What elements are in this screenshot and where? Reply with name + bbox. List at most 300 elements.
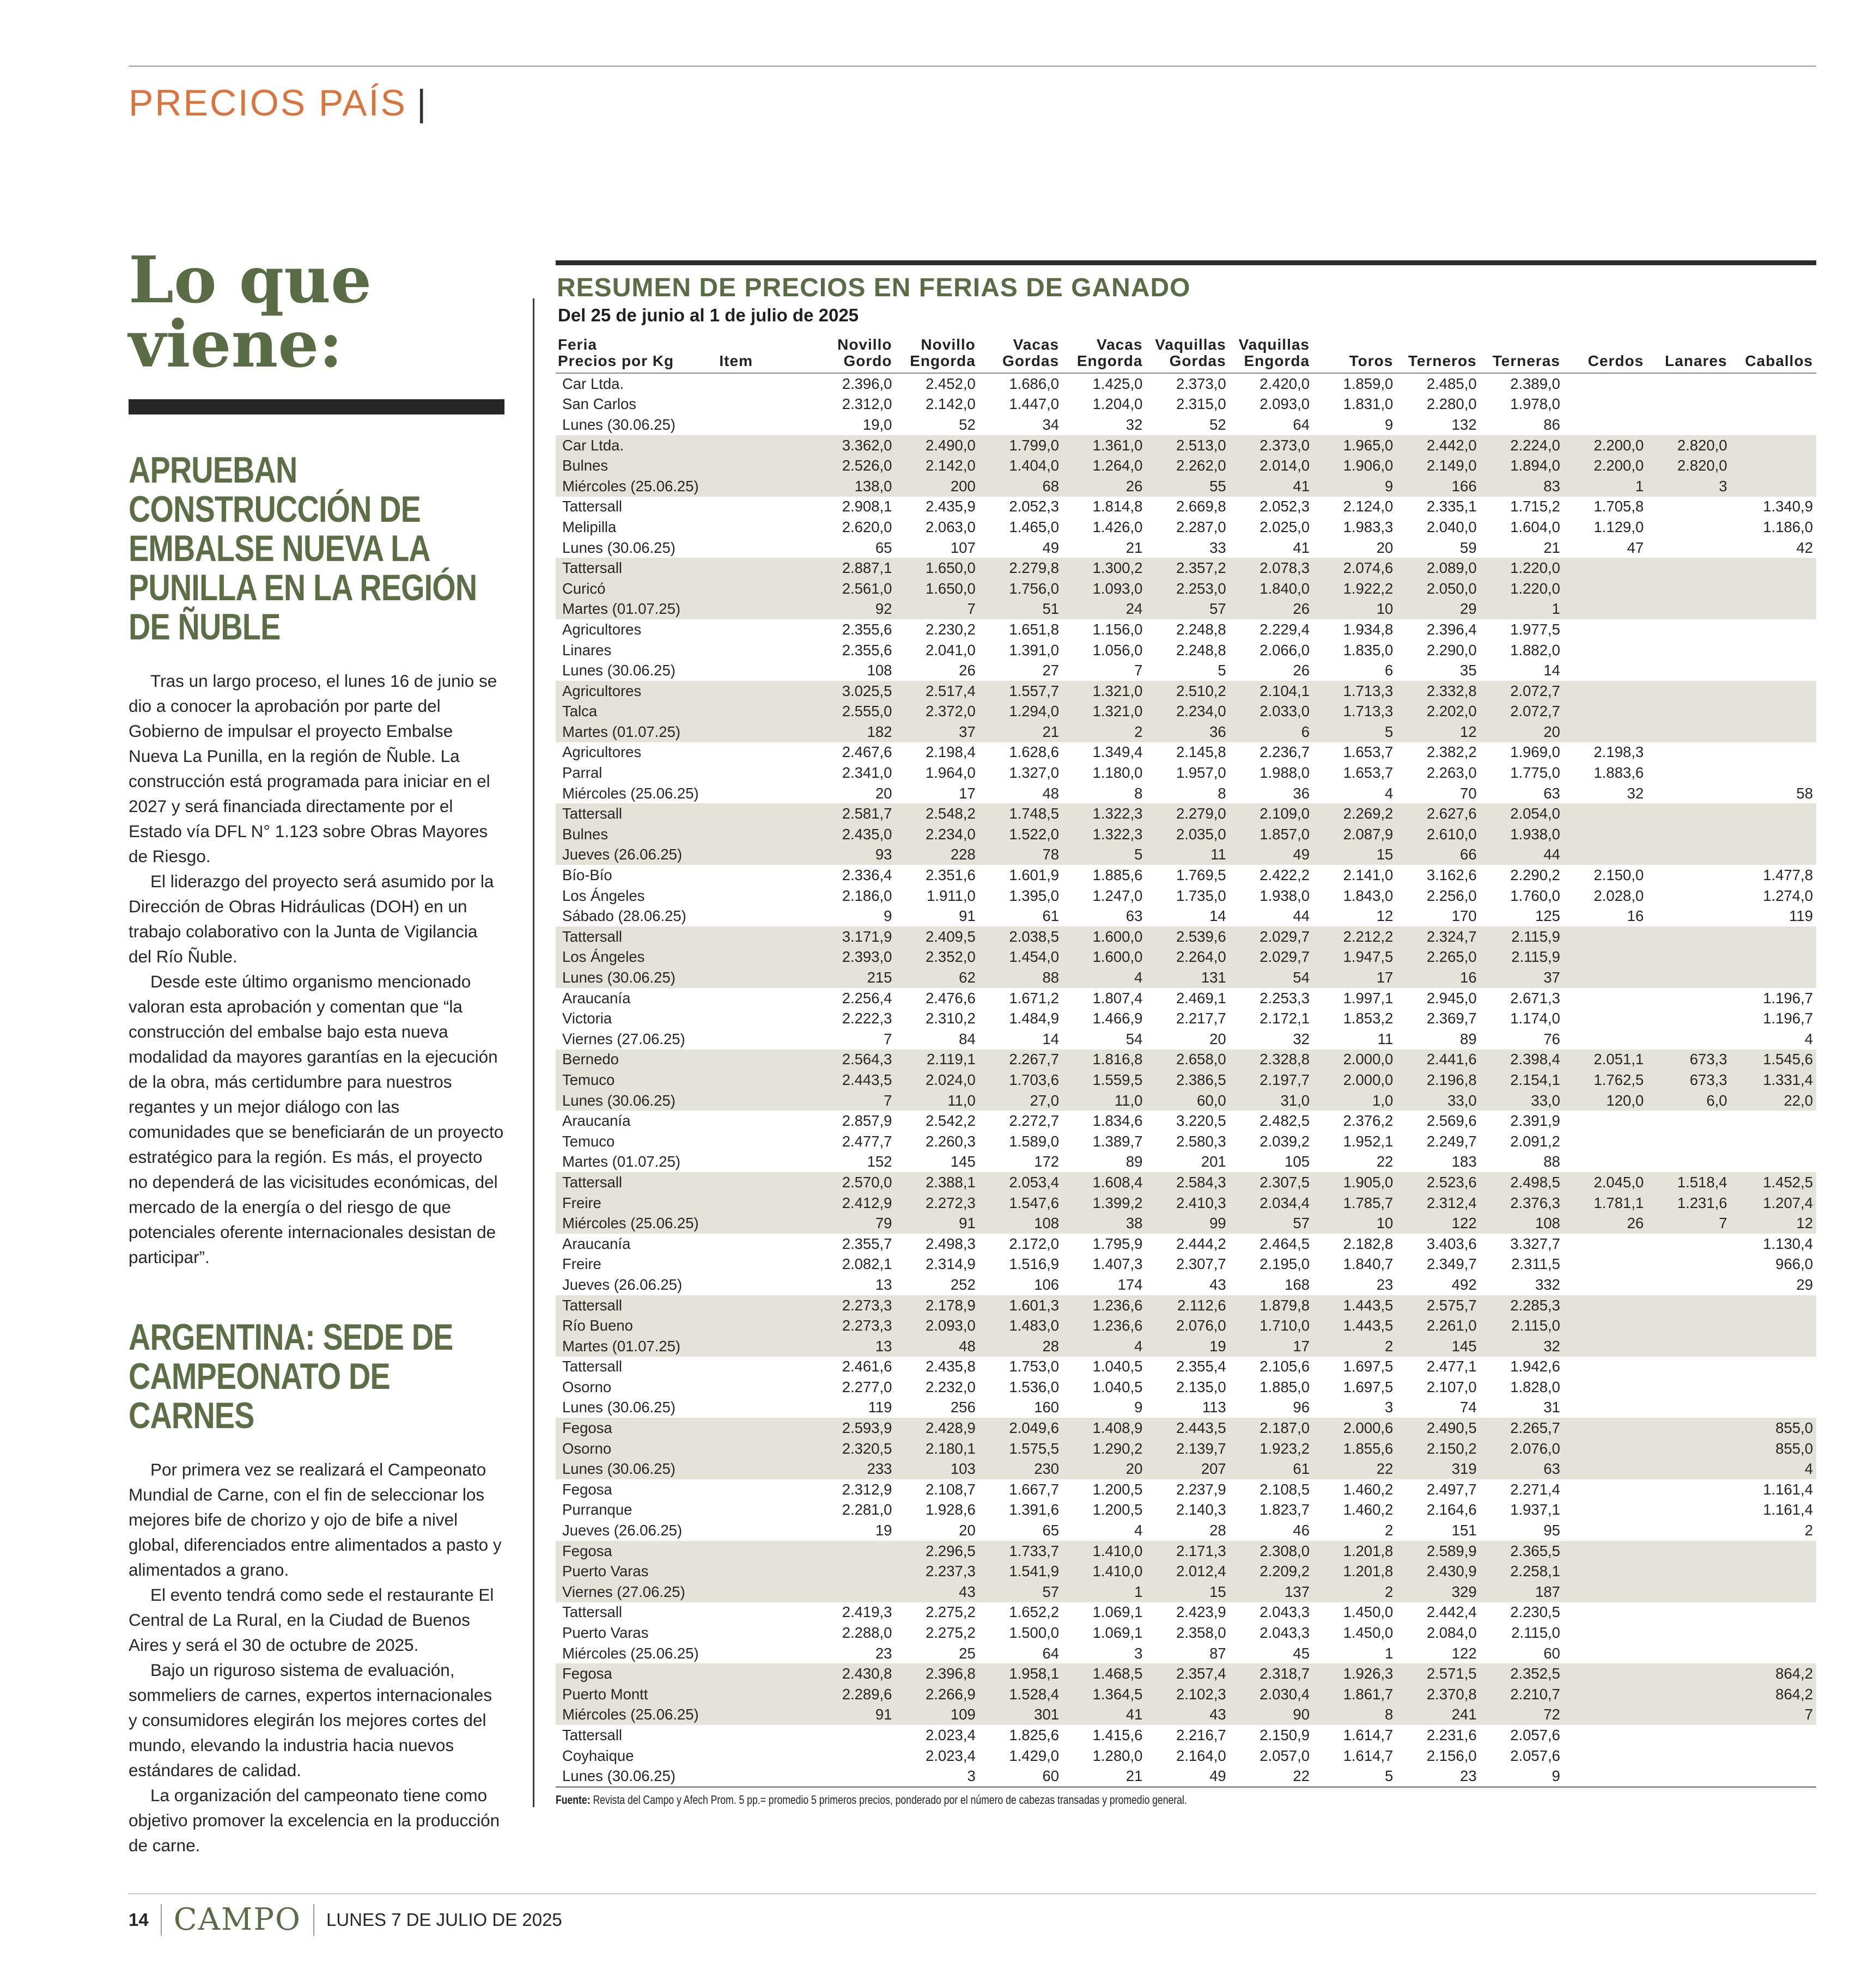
price-cell: 41 — [1230, 476, 1313, 497]
price-cell: 66 — [1396, 845, 1480, 865]
section-header — [129, 82, 428, 124]
price-cell: 5 — [1062, 845, 1146, 865]
price-cell: 41 — [1293, 539, 1310, 556]
price-cell: 2.265,0 — [1396, 947, 1480, 968]
price-cell: 2.412,9 — [812, 1193, 895, 1213]
price-cell: 1,0 — [1313, 1090, 1396, 1111]
price-cell: 2.435,0 — [812, 824, 895, 845]
price-cell: 1.882,0 — [1510, 641, 1560, 658]
price-cell — [1563, 1274, 1647, 1295]
price-cell: 65 — [1042, 1522, 1060, 1539]
price-cell: 1.926,3 — [1313, 1663, 1396, 1684]
price-cell: 2.082,1 — [842, 1255, 892, 1273]
price-cell: 96 — [1293, 1399, 1310, 1416]
price-cell: 1.840,0 — [1230, 578, 1313, 599]
price-cell: 2.386,5 — [1146, 1070, 1229, 1090]
table-row — [556, 497, 1816, 517]
price-cell: 13 — [875, 1276, 892, 1293]
table-row — [556, 783, 1816, 804]
price-cell: 2.389,0 — [1510, 375, 1560, 392]
price-cell: 1.186,0 — [1763, 518, 1813, 535]
price-cell: 2.140,3 — [1176, 1501, 1226, 1519]
price-cell: 1.518,4 — [1647, 1172, 1730, 1193]
price-cell — [1563, 1029, 1647, 1050]
table-title: RESUMEN DE PRECIOS EN FERIAS DE GANADO — [557, 273, 1191, 302]
price-cell: 16 — [1396, 967, 1480, 988]
article-headline-argentina: ARGENTINA: SEDE DE CAMPEONATO DE CARNES — [129, 1316, 453, 1436]
price-cell: 16 — [1627, 907, 1644, 925]
column-header — [1313, 336, 1396, 373]
price-cell: 2.178,9 — [895, 1295, 978, 1316]
price-cell: 1.781,1 — [1563, 1193, 1647, 1213]
left-column — [129, 242, 504, 1858]
price-cell: 2.028,0 — [1593, 887, 1644, 904]
price-cell: 13 — [812, 1336, 895, 1357]
price-cell — [1563, 722, 1647, 742]
price-cell: 2.091,2 — [1510, 1132, 1560, 1150]
feria-cell: Miércoles (25.06.25) — [556, 476, 812, 497]
price-cell: 122 — [1396, 1213, 1480, 1234]
price-cell: 2.172,1 — [1259, 1010, 1310, 1027]
price-cell: 1.650,0 — [895, 558, 978, 578]
price-cell — [1563, 1623, 1647, 1643]
table-row — [556, 1295, 1816, 1316]
price-cell: 2.373,0 — [1176, 375, 1226, 392]
feria-cell: Car Ltda. — [556, 435, 812, 456]
price-cell: 1.460,2 — [1343, 1480, 1394, 1498]
price-cell: 1.983,3 — [1343, 518, 1394, 535]
price-cell: 1.828,0 — [1510, 1378, 1560, 1395]
feria-cell: San Carlos — [562, 395, 637, 413]
price-cell: 76 — [1543, 1030, 1560, 1047]
price-cell: 2.423,9 — [1176, 1603, 1226, 1621]
price-cell — [1731, 1398, 1816, 1418]
feria-cell: Martes (01.07.25) — [556, 599, 812, 620]
price-cell — [1647, 926, 1730, 947]
price-cell: 1.614,7 — [1343, 1726, 1394, 1743]
price-cell: 2.139,7 — [1146, 1438, 1229, 1459]
price-cell: 1.589,0 — [1009, 1132, 1060, 1150]
price-cell: 103 — [895, 1459, 978, 1479]
price-cell: 2.052,3 — [1259, 498, 1310, 515]
price-cell: 3 — [967, 1767, 976, 1785]
price-cell — [1647, 1398, 1730, 1418]
price-cell: 2 — [1313, 1582, 1396, 1602]
article-body-argentina — [129, 1457, 504, 1858]
table-row — [556, 455, 1816, 476]
price-cell: 2.024,0 — [895, 1070, 978, 1090]
feria-cell: Lunes (30.06.25) — [562, 662, 676, 679]
price-cell: 1 — [1385, 1644, 1394, 1662]
price-cell: 3.162,6 — [1426, 867, 1477, 884]
price-cell: 1.653,7 — [1343, 764, 1394, 782]
column-header-line2: Lanares — [1665, 352, 1727, 369]
price-cell: 2.355,4 — [1176, 1358, 1226, 1375]
price-cell: 2.410,3 — [1146, 1193, 1229, 1213]
price-cell: 19,0 — [862, 416, 892, 433]
price-cell: 25 — [959, 1644, 976, 1662]
table-row — [556, 1663, 1816, 1684]
price-cell — [1731, 1315, 1816, 1336]
price-cell: 2.197,7 — [1230, 1070, 1313, 1090]
price-cell: 122 — [1451, 1644, 1477, 1662]
price-cell — [1563, 824, 1647, 845]
price-cell: 230 — [979, 1459, 1062, 1479]
price-cell: 2.310,2 — [926, 1010, 976, 1027]
feria-cell: Miércoles (25.06.25) — [562, 1644, 699, 1662]
price-cell: 2.570,0 — [812, 1172, 895, 1193]
table-row — [556, 1029, 1816, 1050]
price-cell: 2.318,7 — [1230, 1663, 1313, 1684]
page-footer — [129, 1902, 562, 1937]
column-header — [1731, 336, 1816, 373]
price-cell — [1647, 906, 1730, 926]
price-cell: 3.327,7 — [1510, 1235, 1560, 1252]
price-cell: 1.500,0 — [1009, 1624, 1060, 1642]
column-header-line2: Precios por Kg — [558, 352, 674, 369]
price-cell — [1731, 1602, 1816, 1623]
price-cell: 2.671,3 — [1510, 989, 1560, 1007]
price-cell: 256 — [950, 1399, 976, 1416]
price-cell: 2.230,2 — [926, 620, 976, 638]
price-cell: 145 — [950, 1153, 976, 1170]
price-cell: 2.033,0 — [1230, 702, 1313, 722]
price-cell: 2.490,0 — [895, 435, 978, 456]
feria-cell: Temuco — [562, 1132, 615, 1150]
price-cell: 2.290,2 — [1510, 867, 1560, 884]
price-cell — [1731, 414, 1816, 435]
price-cell: 91 — [959, 907, 976, 925]
table-row — [556, 803, 1816, 824]
price-cell: 1.466,9 — [1092, 1010, 1143, 1027]
price-cell: 1.361,0 — [1062, 435, 1146, 456]
price-cell: 2.477,7 — [842, 1132, 892, 1150]
price-cell — [1731, 1643, 1816, 1664]
table-row — [556, 1418, 1816, 1438]
price-cell: 1.911,0 — [927, 887, 976, 904]
price-cell — [1647, 1582, 1730, 1602]
price-cell: 1.748,5 — [979, 803, 1062, 824]
price-cell: 2.355,6 — [842, 641, 892, 658]
price-cell: 26 — [1293, 662, 1310, 679]
column-header-line1 — [1649, 337, 1727, 353]
price-cell: 1.093,0 — [1062, 578, 1146, 599]
feria-cell: Lunes (30.06.25) — [562, 1767, 676, 1785]
price-cell: 14 — [1042, 1030, 1060, 1047]
price-cell: 21 — [1125, 539, 1143, 556]
price-cell: 2.580,3 — [1176, 1132, 1226, 1150]
price-cell: 2.315,0 — [1176, 395, 1226, 413]
price-cell — [1647, 558, 1730, 578]
column-header-line1 — [1482, 337, 1560, 353]
price-cell: 52 — [1209, 416, 1226, 433]
price-cell: 49 — [1209, 1767, 1226, 1785]
price-cell: 22 — [1293, 1767, 1310, 1785]
column-header-line2: Caballos — [1745, 352, 1813, 369]
price-cell: 170 — [1451, 907, 1477, 925]
price-cell: 7 — [1731, 1705, 1816, 1725]
price-cell: 119 — [868, 1399, 892, 1416]
price-cell: 172 — [1034, 1153, 1060, 1170]
footer-separator — [313, 1904, 314, 1936]
price-cell: 2.063,0 — [926, 518, 976, 535]
price-cell: 83 — [1480, 476, 1563, 497]
price-cell: 2.149,0 — [1396, 455, 1480, 476]
table-row — [556, 845, 1816, 865]
price-cell: 2.376,3 — [1480, 1193, 1563, 1213]
price-cell — [1647, 1274, 1730, 1295]
price-cell: 107 — [950, 539, 976, 556]
price-cell: 28 — [979, 1336, 1062, 1357]
price-cell — [1731, 1295, 1816, 1316]
price-cell: 28 — [1209, 1522, 1226, 1539]
price-cell: 7 — [812, 1090, 895, 1111]
price-cell: 2.396,0 — [842, 375, 892, 392]
price-cell — [1647, 702, 1730, 722]
price-cell: 168 — [1285, 1276, 1310, 1293]
price-cell: 2.050,0 — [1396, 578, 1480, 599]
price-cell: 2.107,0 — [1426, 1378, 1477, 1395]
price-cell: 2.262,0 — [1146, 455, 1229, 476]
price-cell: 1.686,0 — [1009, 375, 1060, 392]
article-paragraph: Tras un largo proceso, el lunes 16 de junio se dio a conocer la aprobación por parte del Gobierno de impulsar el proyecto Embalse Nueva La Punilla, en la región de Ñuble. La construcción está programada para iniciar en el 2027 y será financiada directamente por el Estado vía DFL N° 1.123 sobre Obras Mayores de Riesgo. — [129, 671, 497, 866]
price-cell: 1.410,0 — [1062, 1561, 1146, 1582]
price-cell: 44 — [1293, 907, 1310, 925]
price-cell: 4 — [1062, 1336, 1146, 1357]
price-cell: 132 — [1451, 416, 1477, 433]
price-cell — [812, 1582, 895, 1602]
price-cell — [1563, 681, 1647, 702]
price-cell: 2.054,0 — [1480, 803, 1563, 824]
price-cell — [1647, 1254, 1730, 1275]
price-cell: 93 — [812, 845, 895, 865]
table-row — [556, 1438, 1816, 1459]
price-cell: 2.279,0 — [1146, 803, 1229, 824]
price-cell: 2.435,8 — [926, 1358, 976, 1375]
price-cell: 2.093,0 — [1259, 395, 1310, 413]
price-cell — [1647, 1623, 1730, 1643]
price-cell: 2.420,0 — [1259, 375, 1310, 392]
feria-cell: Araucanía — [562, 989, 631, 1007]
price-cell: 119 — [1789, 907, 1813, 925]
feria-cell: Lunes (30.06.25) — [556, 1090, 812, 1111]
price-cell — [1647, 517, 1730, 538]
price-cell: 1.703,6 — [979, 1070, 1062, 1090]
price-cell — [1563, 599, 1647, 620]
price-cell — [1731, 763, 1816, 783]
price-cell: 6 — [1230, 722, 1313, 742]
price-cell: 36 — [1146, 722, 1229, 742]
feria-cell: Tattersall — [562, 1358, 623, 1375]
feria-cell: Araucanía — [562, 1235, 631, 1252]
price-cell: 1.536,0 — [1009, 1378, 1060, 1395]
table-row — [556, 1684, 1816, 1705]
price-cell: 63 — [1125, 907, 1143, 925]
price-cell: 2.029,7 — [1230, 947, 1313, 968]
price-cell — [1731, 722, 1816, 742]
feria-cell: Fegosa — [556, 1541, 812, 1562]
price-cell: 2.357,2 — [1146, 558, 1229, 578]
price-cell: 2.312,9 — [842, 1480, 892, 1498]
price-cell: 49 — [1230, 845, 1313, 865]
price-cell — [812, 1725, 895, 1746]
price-cell: 1.454,0 — [979, 947, 1062, 968]
price-cell: 27 — [1042, 662, 1060, 679]
price-cell: 1.697,5 — [1343, 1378, 1394, 1395]
price-cell: 32 — [1125, 416, 1143, 433]
feria-cell: Lunes (30.06.25) — [556, 1459, 812, 1479]
price-cell: 1.667,7 — [1009, 1480, 1060, 1498]
price-cell: 22 — [1313, 1459, 1396, 1479]
price-cell: 2.548,2 — [895, 803, 978, 824]
table-row — [556, 558, 1816, 578]
price-cell: 1.174,0 — [1510, 1010, 1560, 1027]
price-cell: 2.212,2 — [1313, 926, 1396, 947]
price-cell: 9 — [1134, 1399, 1143, 1416]
price-cell: 1.834,6 — [1092, 1112, 1143, 1130]
price-cell: 2.023,4 — [926, 1747, 976, 1764]
price-cell: 2.396,8 — [895, 1663, 978, 1684]
price-cell — [1647, 1725, 1730, 1746]
price-cell: 1.040,5 — [1092, 1378, 1143, 1395]
price-cell: 1.715,2 — [1510, 498, 1560, 515]
price-cell: 33,0 — [1480, 1090, 1563, 1111]
publication-brand: CAMPO — [173, 1902, 301, 1937]
feria-cell: Viernes (27.06.25) — [556, 1582, 812, 1602]
price-cell — [1647, 1315, 1730, 1336]
price-cell — [1563, 1295, 1647, 1316]
price-cell: 2.277,0 — [842, 1378, 892, 1395]
price-cell — [1647, 578, 1730, 599]
price-cell: 1.516,9 — [1009, 1255, 1060, 1273]
price-cell: 1.938,0 — [1259, 887, 1310, 904]
price-cell: 63 — [1480, 1459, 1563, 1479]
price-cell — [1731, 1152, 1816, 1173]
price-cell: 2.180,1 — [895, 1438, 978, 1459]
table-row — [556, 1070, 1816, 1090]
table-header-row — [556, 336, 1816, 373]
price-cell: 4 — [1134, 1522, 1143, 1539]
feria-cell: Araucanía — [562, 1112, 631, 1130]
price-cell: 2.000,0 — [1313, 1070, 1396, 1090]
price-cell — [1563, 1234, 1647, 1254]
price-cell: 182 — [812, 722, 895, 742]
column-title: Lo que viene: — [129, 242, 372, 382]
table-row — [556, 1315, 1816, 1336]
price-cell: 1.389,7 — [1092, 1132, 1143, 1150]
price-cell: 5 — [1218, 662, 1226, 679]
table-row — [556, 1213, 1816, 1234]
price-cell: 2.267,7 — [979, 1050, 1062, 1070]
price-cell — [1731, 1541, 1816, 1562]
article-paragraph: Por primera vez se realizará el Campeonato Mundial de Carne, con el fin de seleccionar los mejores bife de chorizo y ojo de bife a nivel global, diferenciados entre alimentados a pasto y alimentados a grano. — [129, 1460, 502, 1580]
price-cell: 2.314,9 — [926, 1255, 976, 1273]
price-cell: 2.198,4 — [926, 743, 976, 761]
price-cell: 2.887,1 — [812, 558, 895, 578]
price-cell: 1.207,4 — [1731, 1193, 1816, 1213]
price-cell: 32 — [1480, 1336, 1563, 1357]
table-row — [556, 886, 1816, 906]
feria-cell: Jueves (26.06.25) — [562, 1276, 683, 1293]
column-header-line2: Cerdos — [1587, 352, 1644, 369]
column-header — [717, 336, 812, 373]
price-cell: 1.452,5 — [1731, 1172, 1816, 1193]
price-cell: 26 — [1062, 476, 1146, 497]
table-row — [556, 1582, 1816, 1602]
price-cell: 92 — [812, 599, 895, 620]
price-cell: 2.195,0 — [1259, 1255, 1310, 1273]
price-cell: 54 — [1125, 1030, 1143, 1047]
price-cell: 1.547,6 — [979, 1193, 1062, 1213]
price-cell: 2.053,4 — [979, 1172, 1062, 1193]
price-cell — [1731, 476, 1816, 497]
price-cell: 252 — [950, 1276, 976, 1293]
price-cell: 1.733,7 — [979, 1541, 1062, 1562]
price-cell: 966,0 — [1775, 1255, 1813, 1273]
price-cell: 1.947,5 — [1313, 947, 1396, 968]
price-cell: 2.485,0 — [1426, 375, 1477, 392]
price-cell: 1.735,0 — [1176, 887, 1226, 904]
price-cell: 1.200,5 — [1092, 1501, 1143, 1519]
price-cell — [1563, 1684, 1647, 1705]
price-cell: 2.202,0 — [1396, 702, 1480, 722]
price-cell: 2.039,2 — [1259, 1132, 1310, 1150]
price-cell: 4 — [1385, 784, 1394, 802]
feria-cell: Bío-Bío — [562, 867, 612, 884]
price-cell: 1.934,8 — [1343, 620, 1394, 638]
price-cell: 1.069,1 — [1092, 1624, 1143, 1642]
price-cell: 1.483,0 — [979, 1315, 1062, 1336]
feria-cell: Agricultores — [556, 681, 812, 702]
price-cell: 2.051,1 — [1563, 1050, 1647, 1070]
price-cell: 1.601,9 — [1009, 867, 1060, 884]
price-cell: 329 — [1396, 1582, 1480, 1602]
feria-cell: Martes (01.07.25) — [556, 722, 812, 742]
price-cell — [1731, 394, 1816, 415]
price-cell: 138,0 — [812, 476, 895, 497]
price-cell: 2.164,6 — [1426, 1501, 1477, 1519]
price-cell — [1731, 1131, 1816, 1152]
price-cell: 2.575,7 — [1396, 1295, 1480, 1316]
price-cell: 57 — [979, 1582, 1062, 1602]
price-cell: 1.559,5 — [1062, 1070, 1146, 1090]
price-cell: 15 — [1146, 1582, 1229, 1602]
price-cell: 1.769,5 — [1176, 867, 1226, 884]
price-cell: 2.142,0 — [926, 395, 976, 413]
price-cell: 3.171,9 — [812, 926, 895, 947]
price-cell: 68 — [979, 476, 1062, 497]
price-cell: 1.196,7 — [1763, 1010, 1813, 1027]
price-cell: 2.365,5 — [1480, 1541, 1563, 1562]
price-cell: 14 — [1543, 662, 1560, 679]
price-cell — [1647, 742, 1730, 763]
price-cell: 1.300,2 — [1062, 558, 1146, 578]
price-cell: 2.108,5 — [1259, 1480, 1310, 1498]
price-cell: 2.490,5 — [1396, 1418, 1480, 1438]
price-cell: 2.467,6 — [842, 743, 892, 761]
price-cell: 2.038,5 — [979, 926, 1062, 947]
price-cell: 29 — [1796, 1276, 1813, 1293]
price-cell — [1563, 1746, 1647, 1766]
table-row — [556, 476, 1816, 497]
price-cell: 2.328,8 — [1230, 1050, 1313, 1070]
price-cell: 2.089,0 — [1396, 558, 1480, 578]
section-title: PRECIOS PAÍS — [129, 82, 407, 124]
price-cell: 52 — [959, 416, 976, 433]
price-cell: 46 — [1293, 1522, 1310, 1539]
price-cell: 33 — [1209, 539, 1226, 556]
price-cell — [1647, 1438, 1730, 1459]
